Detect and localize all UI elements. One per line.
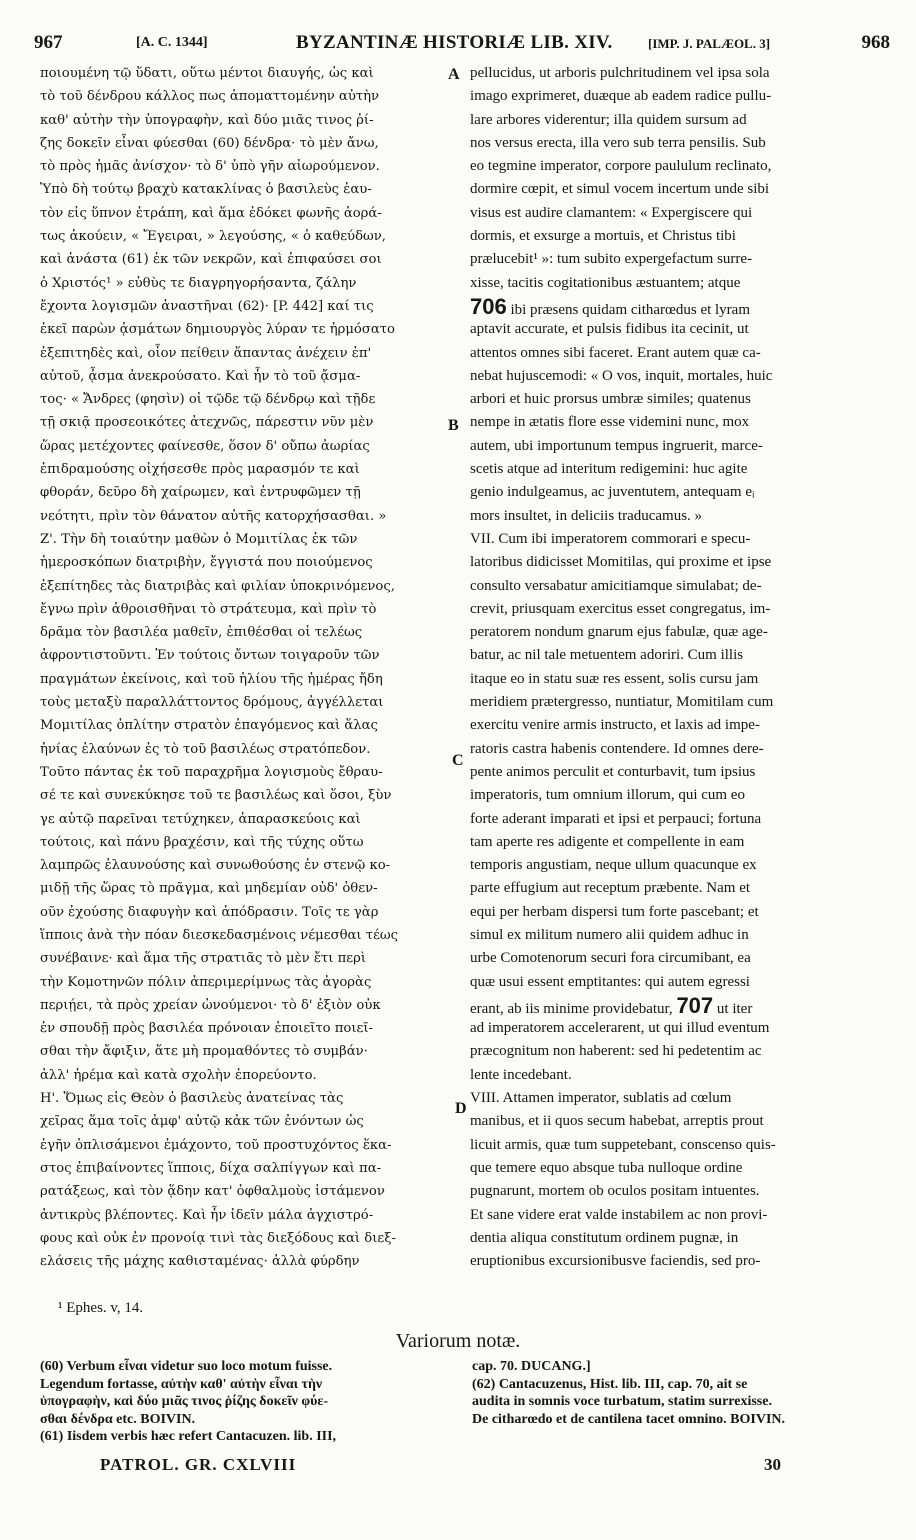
greek-line: ἐκεῖ παρὼν ᾀσμάτων δημιουργὸς λύραν τε ἡρμόσατο: [40, 322, 396, 338]
greek-line: ἐν σπουδῇ πρὸς βασιλέα πρόνοιαν ἐποιεῖτο ποιεῖ-: [40, 1021, 373, 1037]
page-number-right: 968: [861, 32, 890, 53]
latin-line: lare arbores viderentur; illa quidem sursum ad: [470, 111, 747, 128]
greek-line: τως ἀκούειν, « Ἔγειραι, » λεγούσης, « ὁ καθεύδων,: [40, 229, 386, 245]
latin-line: latoribus didicisset Momitilas, qui proxime et ipse: [470, 554, 772, 571]
latin-line: meridiem prætergresso, nuntiatur, Momitilam cum: [470, 694, 774, 711]
greek-line: ἐπιδραμούσης οἰχήσεσθε πρὸς μαρασμόν τε καὶ: [40, 462, 360, 478]
greek-line: Μομιτίλας ὁπλίτην στρατὸν ἐπαγόμενος καὶ ἅλας: [40, 718, 378, 734]
greek-line: αὐτοῦ, ᾆσμα ἀνεκρούσατο. Καὶ ἦν τὸ τοῦ ᾄσμα-: [40, 368, 361, 384]
latin-line: quæ usui essent emptitantes: qui autem egressi: [470, 973, 750, 990]
latin-line: imperatoris, tum omnium illorum, qui cum eo: [470, 787, 745, 804]
greek-line: ὥρας μετέχοντες φαίνεσθε, ὅσον δ' οὔπω ἀωρίας: [40, 438, 370, 454]
greek-line: ελάσεις τῆς μάχης καθισταμένας· ἀλλὰ φύρδην: [40, 1254, 360, 1270]
greek-line: συνέβαινε· καὶ ἅμα τῆς στρατιᾶς τὸ μὲν ἔτι περὶ: [40, 951, 367, 967]
greek-line: ἔχοντα λογισμῶν ἀναστῆναι (62)· [P. 442] καί τις: [40, 298, 374, 314]
greek-line: στος ἐπιβαίνοντες ἵπποις, δίχα σαλπίγγων καὶ πα-: [40, 1160, 382, 1176]
latin-line: arbori et huic prorsus umbræ similes; quatenus: [470, 391, 751, 408]
greek-line: χεῖρας ἅμα τοῖς ἀμφ' αὐτῷ κἀκ τῶν ἐνόντων ὡς: [40, 1114, 364, 1130]
latin-text-column: [470, 62, 882, 1273]
latin-line: forte aderant imparati et ipsi et perpauci; fortuna: [470, 810, 762, 827]
greek-line: ἐξεπιτηδὲς καὶ, οἷον πείθειν ἅπαντας ἀνέχειν ἐπ': [40, 345, 372, 361]
greek-line: Τοῦτο πάντας ἐκ τοῦ παραχρῆμα λογισμοὺς ἔθραυ-: [40, 764, 383, 780]
notes-right-column: [472, 1358, 892, 1428]
variorum-notes-title: Variorum notæ.: [395, 1330, 521, 1352]
greek-line: τος· « Ἄνδρες (φησὶν) οἱ τῷδε τῷ δένδρῳ καὶ τῇδε: [40, 392, 376, 408]
latin-line: eruptionibus excursionibusve faciendis, sed pro-: [470, 1253, 761, 1270]
latin-line: nebat hujuscemodi: « O vos, inquit, mortales, huic: [470, 367, 773, 384]
greek-line: ἡμεροσκόπων διατριβὴν, ἔγγιστά που ποιούμενος: [40, 555, 373, 571]
greek-line: ζης δοκεῖν εἶναι φύεσθαι (60) δένδρα· τὸ μὲν ἄνω,: [40, 135, 379, 151]
latin-line: nempe in ætatis flore esse videmini nunc, mox: [470, 414, 750, 431]
greek-line: φθοράν, δεῦρο δὴ χαίρωμεν, καὶ ἐντρυφῶμεν τῇ: [40, 485, 361, 501]
latin-line: 706 ibi præsens quidam citharœdus et lyram: [470, 293, 751, 319]
notes-left-column: [40, 1358, 460, 1446]
note-line: σθαι δένδρα etc. BOIVIN.: [40, 1411, 196, 1427]
note-line: ὑπογραφὴν, καὶ δύο μιᾶς τινος ῥίζης δοκεῖν φύε-: [40, 1394, 329, 1409]
latin-line: erant, ab iis minime providebatur, 707 ut iter: [470, 992, 753, 1018]
greek-line: σθαι τὴν ἄφιξιν, ἅτε μὴ προμαθόντες τὸ συμβάν·: [40, 1044, 368, 1060]
latin-line: VIII. Attamen imperator, sublatis ad cœlum: [470, 1090, 732, 1107]
greek-text-column: [40, 62, 452, 1273]
page-number-left: 967: [34, 32, 63, 53]
greek-line: ἡνίας ἐλαύνων ἐς τὸ τοῦ βασιλέως στρατόπεδον.: [40, 741, 371, 757]
greek-line: τούτοις, καὶ πάνυ βραχέσιν, καὶ τῆς τύχης οὕτω: [40, 834, 364, 850]
greek-line: μιδῇ τῆς ὥρας τὸ πρᾶγμα, καὶ μηδεμίαν οὐδ' ὁθεν-: [40, 881, 378, 897]
latin-line: peratorem nondum gnarum ejus fabulæ, quæ age-: [470, 624, 768, 641]
latin-line: imago exprimeret, duæque ab eadem radice pullu-: [470, 88, 772, 105]
note-line: Legendum fortasse, αὐτὴν καθ' αὐτὴν εἶναι τὴν: [40, 1376, 323, 1392]
note-line: De citharœdo et de cantilena tacet omnino. BOIVIN.: [472, 1411, 786, 1427]
latin-line: simul ex militum numero alii quidem adhuc in: [470, 926, 749, 943]
greek-line: λαμπρῶς ἐλαυνούσης καὶ συνωθούσης ἐν στενῷ κο-: [40, 858, 391, 874]
greek-line: ἐξεπίτηδες τὰς διατριβὰς καὶ φιλίαν ὑποκρινόμενος,: [40, 578, 395, 594]
note-line: (60) Verbum εἶναι videtur suo loco motum fuisse.: [40, 1359, 333, 1374]
greek-line: ἀντικρὺς βλέποντες. Καὶ ἦν ἰδεῖν μάλα ἀγχιστρό-: [40, 1207, 374, 1223]
margin-marker-a: A: [448, 66, 460, 83]
printer-signature: PATROL. GR. CXLVIII: [100, 1455, 297, 1474]
latin-line: visus est audire clamantem: « Expergiscere qui: [470, 204, 753, 221]
latin-line: dormire cœpit, et simul vocem incertum unde sibi: [470, 181, 770, 198]
latin-line: eo tegmine imperator, corpore paululum reclinato,: [470, 158, 772, 175]
greek-line: καθ' αὐτὴν τὴν ὑπογραφὴν, καὶ δύο μιᾶς τινος ῥί-: [40, 112, 374, 128]
greek-line: ἀφροντιστοῦντι. Ἐν τούτοις ὄντων τοιγαροῦν τῶν: [40, 648, 380, 664]
latin-line: præcognitum non haberent: sed hi pedetentim ac: [470, 1043, 762, 1060]
margin-marker-c: C: [452, 752, 464, 769]
greek-line: ἔγνω πρὶν ἀθροισθῆναι τὸ στράτευμα, καὶ πρὶν τὸ: [40, 601, 377, 617]
column-number: 707: [676, 992, 714, 1018]
note-line: audita in somnis voce turbatum, statim surrexisse.: [472, 1394, 772, 1409]
greek-line: ὁ Χριστός¹ » εὐθὺς τε διαγρηγορήσαντα, ζάλην: [40, 275, 357, 291]
greek-line: ποιουμένη τῷ ὕδατι, οὕτω μέντοι διαυγής, ὡς καὶ: [40, 66, 374, 81]
latin-line: pellucidus, ut arboris pulchritudinem vel ipsa sola: [470, 65, 770, 81]
latin-line: autem, ubi importunum tempus ingruerit, marce-: [470, 437, 763, 454]
greek-line: καὶ ἀνάστα (61) ἐκ τῶν νεκρῶν, καὶ ἐπιφαύσει σοι: [40, 252, 382, 268]
note-line: (61) Iisdem verbis hæc refert Cantacuzen. lib. III,: [40, 1429, 337, 1444]
greek-line: ἀλλ' ἠρέμα καὶ κατὰ σχολὴν ἐπορεύοντο.: [40, 1067, 317, 1083]
greek-line: φους καὶ οὐκ ἐν προνοίᾳ τινὶ τὰς διεξόδους καὶ διεξ-: [40, 1230, 396, 1246]
latin-line: pente animos perculit et conturbavit, tum ipsius: [470, 763, 756, 780]
latin-line: xisse, tacitis cogitationibus æstuantem; atque: [470, 274, 741, 291]
latin-line: prælucebit¹ »: tum subito expergefactum surre-: [470, 251, 753, 268]
greek-line: σέ τε καὶ συνεκύκησε τοῦ τε βασιλέως καὶ ὅσοι, ξὺν: [40, 788, 392, 804]
greek-line: Ζ'. Τὴν δὴ τοιαύτην μαθὼν ὁ Μομιτίλας ἐκ τῶν: [40, 531, 358, 547]
greek-line: τὸ τοῦ δένδρου κάλλος πως ἀποματτομένην αὐτὴν: [40, 89, 380, 105]
greek-line: γε αὐτῷ παρεῖναι τετύχηκεν, ἀπαρασκεύοις καὶ: [40, 811, 361, 827]
latin-line: aptavit accurate, et pulsis fidibus ita cecinit, ut: [470, 321, 749, 338]
latin-line: scetis atque ad interitum redigemini: huc agite: [470, 461, 748, 478]
footnote-reference: ¹ Ephes. v, 14.: [58, 1300, 144, 1316]
greek-line: τὸ πρὸς ἡμᾶς ἀνίσχον· τὸ δ' ὑπὸ γῆν αἰωρούμενον.: [40, 159, 380, 175]
greek-line: πραγμάτων ἐκείνοις, καὶ τοῦ ἡλίου τῆς ἡμέρας ἤδη: [40, 671, 383, 687]
greek-line: νεότητι, πρὶν τὸν θάνατον αὐτῆς κατορχήσασθαι. »: [40, 508, 387, 524]
latin-line: attentos omnes sibi faceret. Erant autem quæ ca-: [470, 344, 761, 361]
latin-line: equi per herbam dispersi tum forte pascebant; et: [470, 903, 759, 920]
greek-line: περιῄει, τὰ πρὸς χρείαν ὠνούμενοι· τὸ δ' ἐξιὸν οὐκ: [40, 997, 381, 1013]
note-line: (62) Cantacuzenus, Hist. lib. III, cap. 70, ait se: [472, 1376, 748, 1392]
greek-line: τὴν Κομοτηνῶν πόλιν ἀπεριμερίμνως τὰς ἀγορὰς: [40, 974, 372, 990]
greek-line: δρᾶμα τὸν βασιλέα μαθεῖν, ἐπιθέσθαι οἱ τελέως: [40, 625, 363, 641]
latin-line: exercitu venire armis instructo, et laxis ad impe-: [470, 717, 760, 734]
greek-line: Ὑπὸ δὴ τούτῳ βραχὺ κατακλίνας ὁ βασιλεὺς ἑαυ-: [40, 182, 372, 198]
greek-line: ἐγῆν ὁπλισάμενοι ἐμάχοντο, τοῦ προστυχόντος ἕκα-: [40, 1137, 392, 1153]
latin-line: ratoris castra habenis contendere. Id omnes dere-: [470, 740, 764, 757]
latin-line: licuit armis, quæ tum suppetebant, conscenso quis-: [470, 1136, 776, 1153]
latin-line: pugnarunt, mortem ob oculos positam intuentes.: [470, 1183, 760, 1200]
latin-line: que temere equo absque tuba nulloque ordine: [470, 1159, 743, 1176]
header-title: BYZANTINÆ HISTORIÆ LIB. XIV.: [296, 32, 613, 53]
latin-line: VII. Cum ibi imperatorem commorari e specu-: [470, 530, 751, 547]
latin-line: mors insultet, in deliciis traducamus. »: [470, 507, 703, 524]
header-imperator: [IMP. J. PALÆOL. 3]: [648, 36, 771, 51]
greek-line: Η'. Ὅμως εἰς Θεὸν ὁ βασιλεὺς ἀνατείνας τὰς: [40, 1091, 344, 1107]
latin-line: parte effugium aut receptum præbente. Nam et: [470, 880, 751, 897]
latin-line: crevit, priusquam exercitus esset congregatus, im-: [470, 600, 771, 617]
latin-line: genio indulgeamus, ac juventutem, antequam eᵢ: [470, 484, 755, 501]
latin-line: dormis, et exsurge a mortuis, et Christus tibi: [470, 228, 736, 245]
greek-line: τὸν εἰς ὕπνον ἐτράπη, καὶ ἅμα ἐδόκει φωνῆς ἀορά-: [40, 205, 382, 221]
latin-line: urbe Comotenorum securi fora circumibant, ea: [470, 950, 751, 967]
latin-line: tam aperte res adigente et compellente in eam: [470, 833, 745, 850]
greek-line: ρατάξεως, καὶ τὸν ᾅδην κατ' ὀφθαλμοὺς ἱστάμενον: [40, 1184, 385, 1200]
latin-line: ad imperatorem accelerarent, ut qui illud eventum: [470, 1020, 770, 1037]
greek-line: οῦν ἐχούσης διαφυγὴν καὶ ἀπόδρασιν. Τοῖς τε γὰρ: [40, 904, 379, 920]
margin-marker-d: D: [455, 1100, 467, 1117]
latin-line: itaque eo in statu suæ res essent, solis cursu jam: [470, 670, 759, 687]
latin-line: consulto versabatur amicitiamque simulabat; de-: [470, 577, 762, 594]
column-number: 706: [470, 293, 507, 319]
latin-line: dentia aliqua constitutum ordinem pugnæ, in: [470, 1229, 739, 1246]
greek-line: τοὺς μεταξὺ παραλλάττοντος δρόμους, ἀγγέλλεται: [40, 695, 384, 711]
greek-line: ἵπποις ἀνὰ τὴν πόαν διεσκεδασμένοις νέμεσθαι τέως: [40, 927, 399, 943]
greek-line: τῇ σκιᾷ προσεοικότες ἀτεχνῶς, πάρεστιν νῦν μὲν: [40, 415, 374, 431]
margin-marker-b: B: [448, 417, 459, 434]
latin-line: batur, ac nil tale metuentem adoriri. Cum illis: [470, 647, 744, 664]
latin-line: temporis angustiam, neque ullum quacunque ex: [470, 857, 757, 874]
latin-line: nos versus erecta, illa vero sub terra pensilis. Sub: [470, 134, 766, 151]
header-date: [A. C. 1344]: [136, 35, 208, 50]
sheet-number: 30: [764, 1455, 781, 1474]
latin-line: Et sane videre erat valde instabilem ac non provi-: [470, 1206, 768, 1223]
running-header: [34, 32, 890, 62]
latin-line: lente incedebant.: [470, 1066, 572, 1083]
note-line: cap. 70. DUCANG.]: [472, 1359, 591, 1374]
latin-line: manibus, et ii quos secum habebat, arreptis prout: [470, 1113, 764, 1130]
